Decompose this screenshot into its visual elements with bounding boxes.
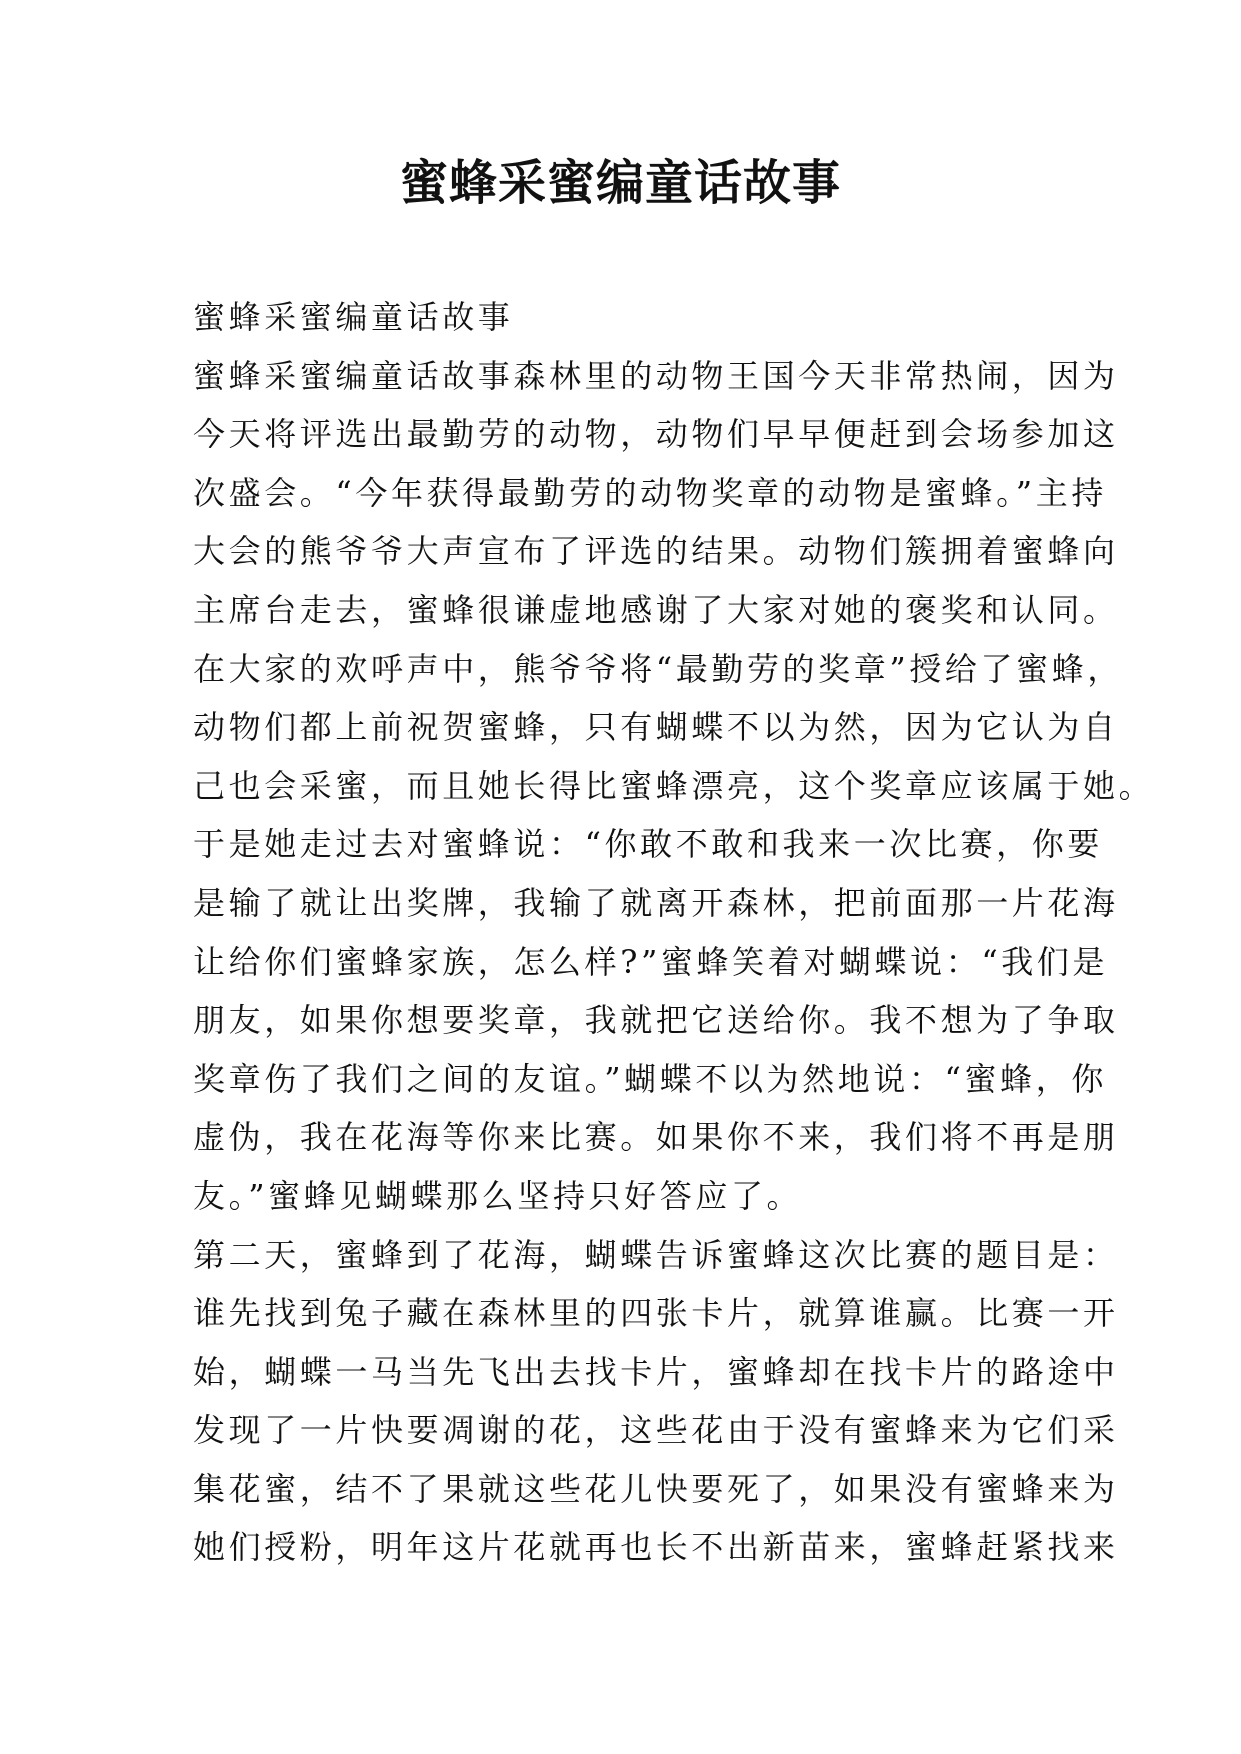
text-line: 于是她走过去对蜜蜂说：“你敢不敢和我来一次比赛，你要: [193, 825, 1103, 864]
text-line: 始，蝴蝶一马当先飞出去找卡片，蜜蜂却在找卡片的路途中: [193, 1352, 1119, 1391]
text-line: 友。”蜜蜂见蝴蝶那么坚持只好答应了。: [193, 1176, 803, 1215]
document-title: 蜜蜂采蜜编童话故事: [399, 155, 841, 211]
text-line: 让给你们蜜蜂家族，怎么样?”蜜蜂笑着对蝴蝶说：“我们是: [193, 942, 1109, 981]
text-line: 朋友，如果你想要奖章，我就把它送给你。我不想为了争取: [193, 1001, 1119, 1040]
text-line: 己也会采蜜，而且她长得比蜜蜂漂亮，这个奖章应该属于她。: [193, 766, 1155, 805]
text-line: 动物们都上前祝贺蜜蜂，只有蝴蝶不以为然，因为它认为自: [193, 708, 1119, 747]
text-line: 是输了就让出奖牌，我输了就离开森林，把前面那一片花海: [193, 883, 1119, 922]
paragraph-1: [193, 347, 1155, 1226]
text-line: 集花蜜，结不了果就这些花儿快要死了，如果没有蜜蜂来为: [193, 1469, 1119, 1508]
text-line: 虚伪，我在花海等你来比赛。如果你不来，我们将不再是朋: [193, 1118, 1119, 1157]
text-line: 奖章伤了我们之间的友谊。”蝴蝶不以为然地说：“蜜蜂，你: [193, 1059, 1107, 1098]
text-line: 发现了一片快要凋谢的花，这些花由于没有蜜蜂来为它们采: [193, 1411, 1119, 1450]
paragraph-2: [193, 1226, 1119, 1578]
text-line: 蜜蜂采蜜编童话故事森林里的动物王国今天非常热闹，因为: [193, 356, 1119, 395]
text-line: 今天将评选出最勤劳的动物，动物们早早便赶到会场参加这: [193, 415, 1119, 454]
subtitle-paragraph: [193, 288, 1073, 347]
text-line: 她们授粉，明年这片花就再也长不出新苗来，蜜蜂赶紧找来: [193, 1528, 1119, 1567]
text-line: 谁先找到兔子藏在森林里的四张卡片，就算谁赢。比赛一开: [193, 1294, 1119, 1333]
document-body: [193, 288, 1155, 1577]
text-line: 在大家的欢呼声中，熊爷爷将“最勤劳的奖章”授给了蜜蜂，: [193, 649, 1123, 688]
text-line: 第二天，蜜蜂到了花海，蝴蝶告诉蜜蜂这次比赛的题目是：: [193, 1235, 1119, 1274]
subtitle-line: 蜜蜂采蜜编童话故事: [193, 298, 514, 336]
text-line: 主席台走去，蜜蜂很谦虚地感谢了大家对她的褒奖和认同。: [193, 590, 1119, 629]
text-line: 大会的熊爷爷大声宣布了评选的结果。动物们簇拥着蜜蜂向: [193, 532, 1119, 571]
text-line: 次盛会。“今年获得最勤劳的动物奖章的动物是蜜蜂。”主持: [193, 473, 1107, 512]
